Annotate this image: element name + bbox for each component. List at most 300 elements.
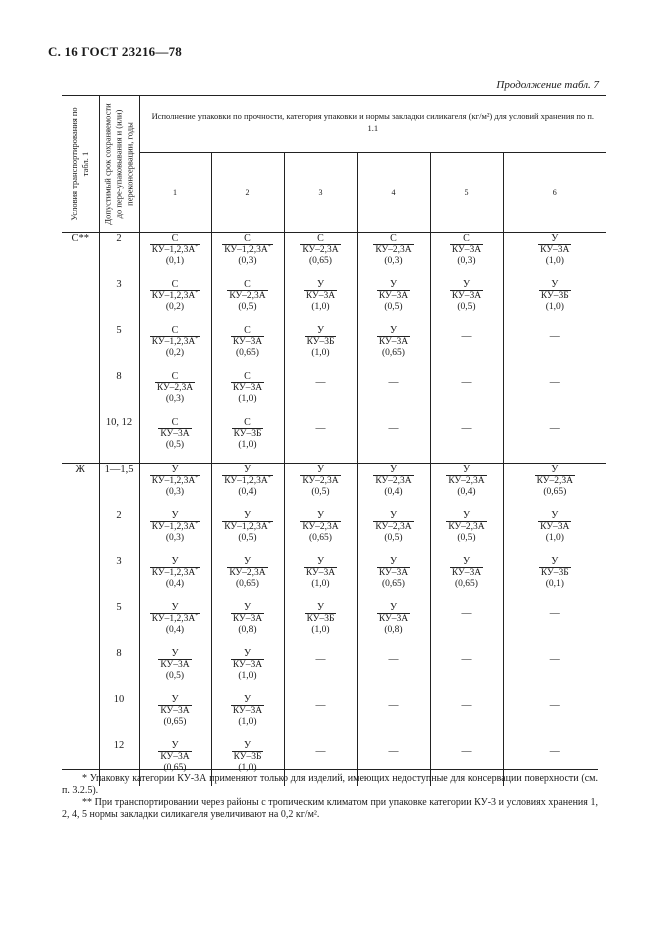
packaging-fraction [300,464,340,498]
silica-gel-norm: (0,5) [165,671,185,681]
table-row [62,325,606,371]
packaging-category: КУ–3А [232,383,263,393]
packaging-fraction [227,279,267,313]
silica-gel-norm: (0,65) [455,579,478,589]
empty-dash: — [388,700,399,711]
packaging-cell [211,464,284,511]
silica-gel-norm: (0,5) [384,533,403,543]
packaging-cell [430,417,503,464]
packaging-category: КУ–1,2,3А* [151,289,199,301]
packaging-fraction [304,556,337,590]
strength-execution: У [389,602,398,613]
packaging-category: КУ–3Б [306,614,335,624]
strength-execution: У [243,740,252,751]
empty-dash: — [549,700,560,711]
footnote-mark: * [195,520,199,527]
packaging-cell [430,694,503,740]
packaging-category: КУ–2,3А [375,245,412,255]
packaging-cell [211,417,284,464]
packaging-fraction [231,694,264,728]
silica-gel-norm: (0,5) [384,302,403,312]
strength-execution: У [316,325,325,336]
packaging-category: КУ–1,2,3А* [224,474,271,486]
storage-term: 5 [99,325,139,371]
packaging-fraction [158,648,191,682]
silica-gel-norm: (1,0) [238,394,257,404]
packaging-cell [284,464,357,511]
empty-dash: — [388,746,399,757]
packaging-cell [357,694,430,740]
packaging-fraction [305,325,337,359]
strength-execution: С [244,417,251,428]
packaging-fraction [150,510,200,544]
packaging-cell [284,417,357,464]
strength-execution: У [316,556,325,567]
header-packaging-execution: Исполнение упаковки по прочности, категория упаковки и нормы закладки силикагеля (кг/м²) для условий хранения по п. 1.1 [139,96,606,153]
packaging-cell [503,602,606,648]
packaging-cell [139,279,211,325]
packaging-cell [503,279,606,325]
packaging-fraction [373,464,413,498]
packaging-fraction [155,371,195,405]
header-storage-col-2: 2 [211,153,284,233]
transport-condition: Ж [62,464,99,787]
silica-gel-norm: (0,65) [309,533,332,543]
strength-execution: У [462,556,471,567]
empty-dash: — [461,608,472,619]
packaging-category: КУ–2,3А [229,291,266,301]
packaging-cell [503,510,606,556]
packaging-cell [139,510,211,556]
packaging-fraction [150,325,200,359]
packaging-category: КУ–1,2,3А* [151,566,199,578]
silica-gel-norm: (0,4) [165,625,185,635]
packaging-cell [503,233,606,280]
packaging-fraction [538,510,571,544]
strength-execution: У [551,233,559,244]
silica-gel-norm: (0,5) [457,302,476,312]
strength-execution: У [462,279,471,290]
empty-dash: — [549,608,560,619]
strength-execution: С [171,371,179,382]
strength-execution: У [243,556,252,567]
packaging-category: КУ–3А [378,337,409,347]
storage-term: 2 [99,510,139,556]
packaging-cell [357,464,430,511]
silica-gel-norm: (1,0) [238,671,257,681]
packaging-fraction [305,602,337,636]
packaging-category: КУ–3А [232,614,263,624]
packaging-cell [139,371,211,417]
silica-gel-norm: (0,1) [545,579,564,589]
packaging-category: КУ–3Б [540,291,569,301]
strength-execution: У [389,556,398,567]
transport-condition: С** [62,233,99,464]
header-storage-col-6: 6 [503,153,606,233]
empty-dash: — [461,377,472,388]
packaging-cell [503,464,606,511]
packaging-fraction [535,464,575,498]
silica-gel-norm: (1,0) [311,302,330,312]
strength-execution: У [316,602,325,613]
strength-execution: У [243,510,252,521]
empty-dash: — [461,746,472,757]
packaging-fraction [231,371,264,405]
table-row [62,233,606,280]
table-row [62,602,606,648]
empty-dash: — [315,377,326,388]
empty-dash: — [461,654,472,665]
packaging-category: КУ–3А [160,429,190,439]
silica-gel-norm: (0,5) [238,302,257,312]
silica-gel-norm: (0,5) [457,533,476,543]
strength-execution: У [389,279,398,290]
footnote-mark: * [195,612,199,619]
packaging-category: КУ–3А [451,568,482,578]
packaging-fraction [222,464,272,498]
header-transport-conditions: Условия транспортирования по табл. 1 [62,96,99,233]
packaging-category: КУ–3Б [233,752,262,762]
strength-execution: У [462,510,471,521]
silica-gel-norm: (0,2) [165,348,185,358]
strength-execution: У [389,325,398,336]
packaging-cell [139,648,211,694]
packaging-category: КУ–2,3А [448,522,485,532]
packaging-cell [503,648,606,694]
strength-execution: У [551,279,559,290]
packaging-category: КУ–1,2,3А* [151,243,199,255]
header-storage-col-1: 1 [139,153,211,233]
packaging-cell [211,233,284,280]
packaging-category: КУ–3А [232,706,263,716]
silica-gel-norm: (1,0) [311,348,330,358]
packaging-category: КУ–3А [232,337,263,347]
packaging-fraction [300,233,340,267]
packaging-cell [357,602,430,648]
packaging-category: КУ–1,2,3А* [151,612,199,624]
packaging-cell [211,279,284,325]
packaging-cell [357,371,430,417]
packaging-cell [211,556,284,602]
table-row [62,510,606,556]
packaging-fraction [227,556,267,590]
strength-execution: С [171,325,179,336]
packaging-fraction [158,417,191,451]
strength-execution: У [551,510,559,521]
packaging-category: КУ–1,2,3А* [224,243,271,255]
silica-gel-norm: (0,3) [165,394,185,404]
packaging-fraction [450,556,483,590]
silica-gel-norm: (0,3) [165,487,185,497]
silica-gel-norm: (0,8) [384,625,403,635]
silica-gel-norm: (0,4) [165,579,185,589]
packaging-fraction [222,233,272,267]
packaging-fraction [232,417,264,451]
empty-dash: — [549,423,560,434]
storage-term: 2 [99,233,139,280]
empty-dash: — [461,331,472,342]
packaging-fraction [304,279,337,313]
table-row [62,464,606,511]
footnote-mark: * [267,474,271,481]
empty-dash: — [461,423,472,434]
packaging-fraction [231,325,264,359]
packaging-fraction [450,279,483,313]
packaging-cell [139,464,211,511]
footnote-mark: * [195,474,199,481]
packaging-category: КУ–1,2,3А* [224,520,271,532]
silica-gel-norm: (0,1) [165,256,185,266]
strength-execution: У [462,464,471,475]
empty-dash: — [388,377,399,388]
packaging-cell [357,556,430,602]
silica-gel-norm: (0,65) [163,717,187,727]
table-row [62,279,606,325]
packaging-fraction [158,694,191,728]
strength-execution: С [244,371,251,382]
packaging-category: КУ–2,3А [375,522,412,532]
packaging-fraction [231,648,264,682]
packaging-cell [430,233,503,280]
silica-gel-norm: (1,0) [311,579,330,589]
strength-execution: У [243,602,252,613]
empty-dash: — [388,654,399,665]
silica-gel-norm: (0,3) [457,256,476,266]
header-storage-col-5: 5 [430,153,503,233]
silica-gel-norm: (0,4) [384,487,403,497]
packaging-cell [211,325,284,371]
packaging-cell [139,602,211,648]
strength-execution: С [171,417,179,428]
packaging-cell [430,325,503,371]
silica-gel-norm: (0,5) [165,440,185,450]
packaging-cell [211,602,284,648]
table-row [62,556,606,602]
packaging-cell [430,371,503,417]
packaging-cell [430,279,503,325]
packaging-cell [284,510,357,556]
strength-execution: С [463,233,470,244]
packaging-category: КУ–3А [305,568,336,578]
packaging-cell [284,279,357,325]
packaging-category: КУ–3А [160,752,190,762]
empty-dash: — [549,746,560,757]
packaging-category: КУ–2,3А [302,245,339,255]
packaging-cell [503,694,606,740]
packaging-category: КУ–3А [451,245,482,255]
strength-execution: У [243,648,252,659]
silica-gel-norm: (1,0) [311,625,330,635]
strength-execution: С [171,279,179,290]
storage-term: 5 [99,602,139,648]
packaging-fraction [377,279,410,313]
packaging-cell [284,556,357,602]
packaging-category: КУ–3А [378,568,409,578]
packaging-category: КУ–3Б [233,429,262,439]
table-row [62,648,606,694]
strength-execution: У [171,464,179,475]
packaging-cell [503,417,606,464]
packaging-fraction [373,233,413,267]
silica-gel-norm: (0,65) [382,579,405,589]
packaging-cell [284,233,357,280]
packaging-category: КУ–2,3А [536,476,573,486]
packaging-category: КУ–2,3А [302,522,339,532]
packaging-cell [357,510,430,556]
header-storage-col-4: 4 [357,153,430,233]
packaging-cell [139,417,211,464]
packaging-cell [503,371,606,417]
table-row [62,417,606,464]
strength-execution: У [551,464,559,475]
header-storage-col-3: 3 [284,153,357,233]
silica-gel-norm: (1,0) [238,440,257,450]
footnote-2: ** При транспортировании через районы с тропическим климатом при упаковке категории КУ-3 и условиях хранения 1, 2, 4, 5 нормы закладки силикагеля увеличивают на 0,2 кг/м². [62,797,598,820]
packaging-fraction [150,602,200,636]
packaging-category: КУ–3А [232,660,263,670]
silica-gel-norm: (1,0) [238,763,257,773]
silica-gel-norm: (0,65) [236,579,259,589]
packaging-cell [430,556,503,602]
storage-term: 8 [99,371,139,417]
packaging-cell [357,648,430,694]
packaging-fraction [446,464,486,498]
empty-dash: — [315,746,326,757]
strength-execution: С [171,233,179,244]
strength-execution: С [390,233,397,244]
packaging-cell [430,464,503,511]
packaging-cell [284,648,357,694]
packaging-category: КУ–2,3А [156,383,194,393]
empty-dash: — [315,654,326,665]
silica-gel-norm: (0,3) [165,533,185,543]
packaging-fraction [150,464,200,498]
footnotes [62,769,598,821]
empty-dash: — [461,700,472,711]
packaging-fraction [150,233,200,267]
packaging-cell [357,279,430,325]
packaging-category: КУ–2,3А [375,476,412,486]
silica-gel-norm: (0,65) [543,487,567,497]
storage-term: 10, 12 [99,417,139,464]
packaging-fraction [377,602,410,636]
empty-dash: — [315,423,326,434]
strength-execution: У [316,510,325,521]
empty-dash: — [549,377,560,388]
empty-dash: — [315,700,326,711]
packaging-fraction [538,233,571,267]
strength-execution: У [171,694,179,705]
packaging-table [62,95,606,786]
packaging-category: КУ–2,3А [448,476,485,486]
packaging-category: КУ–2,3А [302,476,339,486]
packaging-fraction [373,510,413,544]
strength-execution: У [316,279,325,290]
packaging-cell [357,233,430,280]
packaging-fraction [150,556,200,590]
packaging-category: КУ–1,2,3А* [151,335,199,347]
packaging-category: КУ–3А [160,706,190,716]
packaging-cell [357,417,430,464]
strength-execution: С [244,233,251,244]
packaging-category: КУ–3А [540,245,570,255]
packaging-category: КУ–1,2,3А* [151,474,199,486]
silica-gel-norm: (0,65) [309,256,332,266]
silica-gel-norm: (1,0) [545,533,564,543]
packaging-cell [211,510,284,556]
packaging-cell [211,371,284,417]
empty-dash: — [549,331,560,342]
table-row [62,371,606,417]
strength-execution: С [317,233,324,244]
packaging-category: КУ–3А [451,291,482,301]
empty-dash: — [549,654,560,665]
strength-execution: У [551,556,559,567]
silica-gel-norm: (0,65) [163,763,187,773]
table-row [62,694,606,740]
strength-execution: У [171,556,179,567]
storage-term: 10 [99,694,139,740]
silica-gel-norm: (0,4) [238,487,257,497]
packaging-fraction [377,556,410,590]
packaging-cell [211,694,284,740]
packaging-category: КУ–3Б [306,337,335,347]
packaging-fraction [150,279,200,313]
packaging-category: КУ–1,2,3А* [151,520,199,532]
strength-execution: У [171,740,179,751]
packaging-cell [430,510,503,556]
packaging-fraction [539,279,571,313]
strength-execution: У [316,464,325,475]
packaging-category: КУ–3А [540,522,570,532]
silica-gel-norm: (0,3) [238,256,257,266]
packaging-category: КУ–3А [378,614,409,624]
packaging-cell [284,694,357,740]
silica-gel-norm: (1,0) [545,302,564,312]
silica-gel-norm: (0,5) [311,487,330,497]
packaging-cell [503,325,606,371]
footnote-mark: * [195,335,199,342]
page-header: С. 16 ГОСТ 23216—78 [48,44,182,59]
strength-execution: У [243,694,252,705]
silica-gel-norm: (1,0) [545,256,564,266]
packaging-cell [284,371,357,417]
packaging-fraction [450,233,483,267]
strength-execution: У [243,464,252,475]
footnote-mark: * [195,243,199,250]
silica-gel-norm: (0,8) [238,625,257,635]
empty-dash: — [388,423,399,434]
packaging-fraction [300,510,340,544]
storage-term: 3 [99,556,139,602]
packaging-cell [139,233,211,280]
packaging-category: КУ–3А [305,291,336,301]
silica-gel-norm: (0,3) [384,256,403,266]
packaging-category: КУ–3А [378,291,409,301]
storage-term: 1—1,5 [99,464,139,511]
footnote-mark: * [195,566,199,573]
silica-gel-norm: (0,65) [236,348,259,358]
strength-execution: У [171,602,179,613]
packaging-fraction [446,510,486,544]
silica-gel-norm: (0,2) [165,302,185,312]
table-continuation-label: Продолжение табл. 7 [496,79,599,91]
footnote-mark: * [267,243,271,250]
storage-term: 3 [99,279,139,325]
packaging-cell [430,648,503,694]
packaging-cell [503,556,606,602]
packaging-cell [139,694,211,740]
